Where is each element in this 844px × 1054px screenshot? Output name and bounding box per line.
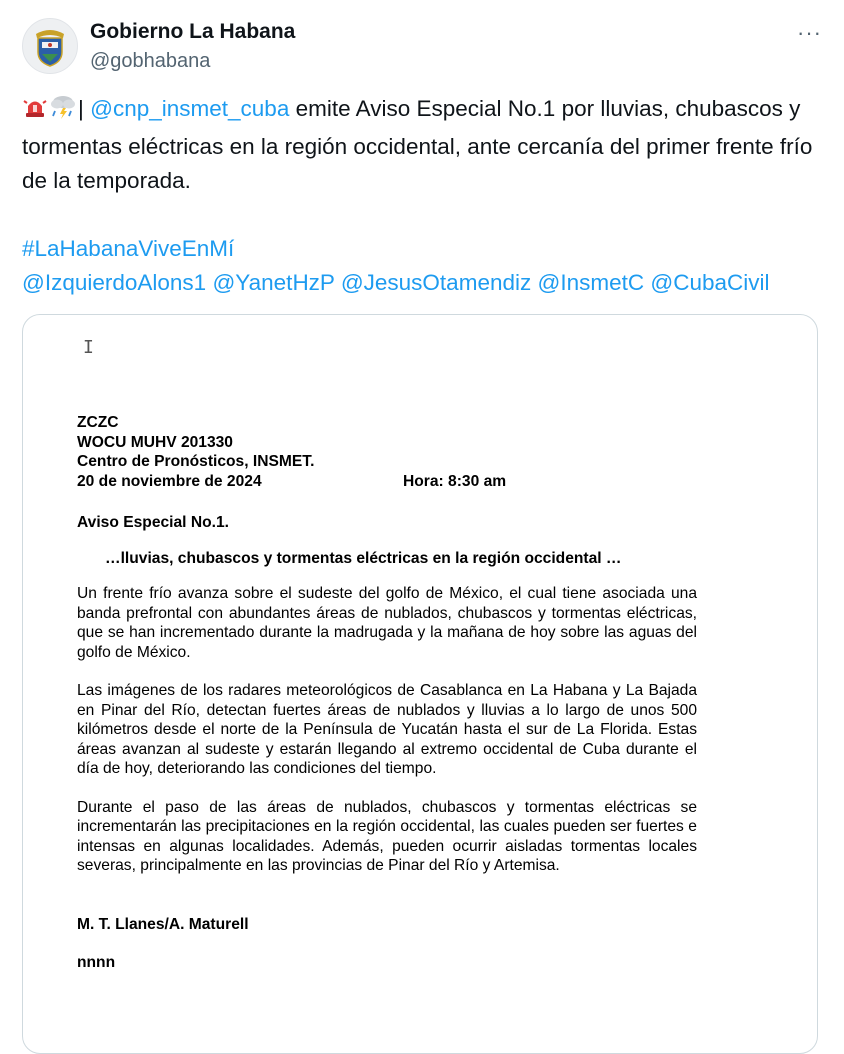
avatar[interactable] (22, 18, 78, 74)
more-options-button[interactable]: ··· (797, 20, 822, 45)
doc-signature: M. T. Llanes/A. Maturell (77, 915, 249, 933)
cloud-rain-lightning-icon (48, 92, 78, 130)
doc-time: Hora: 8:30 am (403, 472, 507, 490)
coat-of-arms-icon (30, 24, 70, 68)
mention-link[interactable]: @JesusOtamendiz (340, 270, 532, 295)
tweet-body (22, 92, 822, 198)
author-display-name[interactable]: Gobierno La Habana (90, 20, 296, 43)
doc-paragraph: Las imágenes de los radares meteorológicos de Casablanca en La Habana y La Bajada en Pinar del Río, detectan fuertes áreas de nublados y lluvias a lo largo de unos 500 kilómetros desde el norte de la Península de Yucatán hasta el sur de La Florida. Estas áreas avanzan al sudeste y estarán llegando al extremo occidental de Cuba durante el día de hoy, deteriorando las condiciones del tiempo. (77, 682, 697, 777)
hashtag-link[interactable]: #LaHabanaViveEnMí (22, 236, 235, 261)
mention-cnp-insmet-cuba[interactable]: @cnp_insmet_cuba (90, 96, 290, 121)
bulletin-document (77, 413, 697, 973)
tweet-header (22, 16, 822, 80)
doc-subtitle: …lluvias, chubascos y tormentas eléctricas en la región occidental … (105, 549, 622, 567)
author-handle[interactable]: @gobhabana (90, 50, 211, 72)
text-cursor-icon: I (83, 337, 94, 358)
doc-paragraph: Durante el paso de las áreas de nublados, chubascos y tormentas eléctricas se incrementarán las precipitaciones en la región occidental, las cuales pueden ser fuertes e intensas en algunas localidades. Además, pueden ocurrir aisladas tormentas locales severas, principalmente en las provincias de Pinar del Río y Artemisa. (77, 798, 697, 874)
doc-header-line: ZCZC (77, 414, 119, 431)
tweet-text (22, 92, 822, 300)
mention-link[interactable]: @CubaCivil (650, 270, 770, 295)
separator: | (78, 96, 84, 121)
tweet-main-text: emite Aviso Especial No.1 por lluvias, chubascos y tormentas eléctricas en la región occidental, ante cercanía del primer frente frío de la temporada. (22, 96, 813, 193)
attached-image[interactable] (22, 314, 818, 1054)
doc-end-mark: nnnn (77, 954, 116, 971)
mention-link[interactable]: @InsmetC (537, 270, 645, 295)
doc-header-line: WOCU MUHV 201330 (77, 433, 233, 451)
mention-link[interactable]: @YanetHzP (212, 270, 335, 295)
doc-title: Aviso Especial No.1. (77, 514, 229, 531)
doc-paragraph: Un frente frío avanza sobre el sudeste del golfo de México, el cual tiene asociada una banda prefrontal con abundantes áreas de nublados, chubascos y tormentas eléctricas, que se han incrementado durante la madrugada y la mañana de hoy sobre las aguas del golfo de México. (77, 585, 697, 661)
doc-date: 20 de noviembre de 2024 (77, 472, 262, 490)
mention-link[interactable]: @IzquierdoAlons1 (22, 270, 207, 295)
doc-header-line: Centro de Pronósticos, INSMET. (77, 453, 315, 470)
mentions-line (22, 266, 822, 300)
rotating-light-icon (22, 94, 48, 130)
